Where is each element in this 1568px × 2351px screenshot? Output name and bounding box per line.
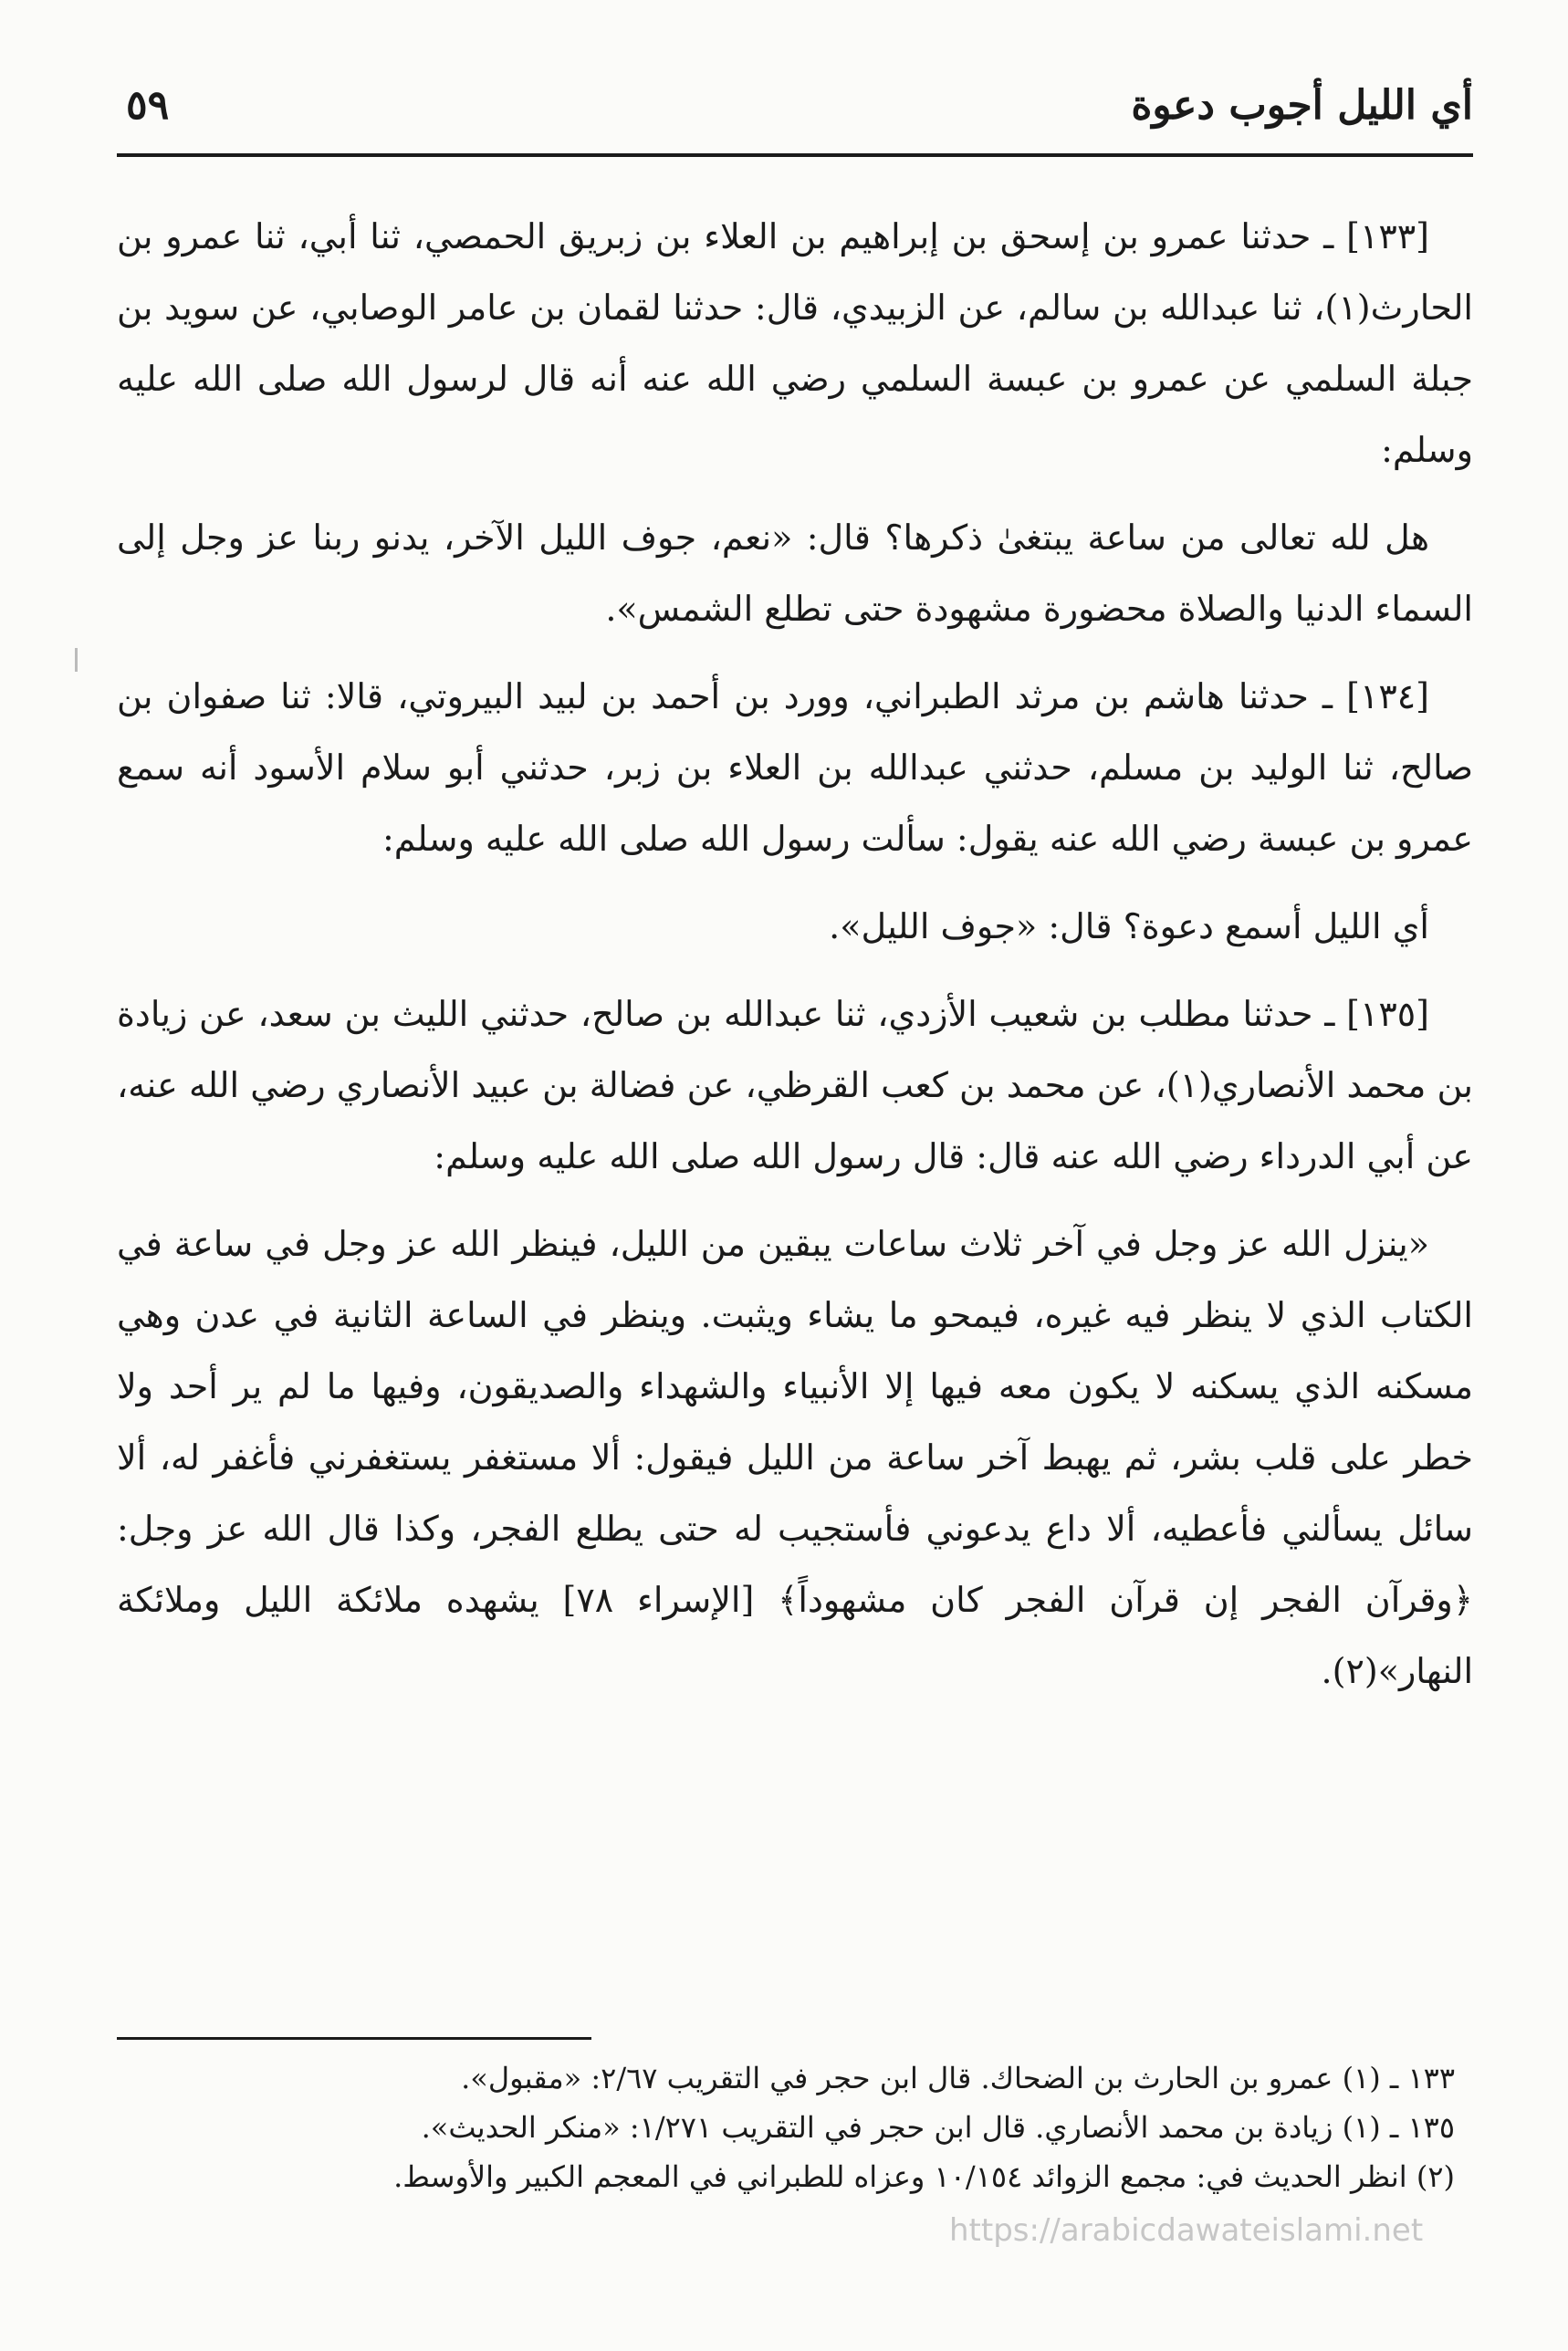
footnote-divider bbox=[117, 2037, 591, 2040]
hadith-134-isnad: [١٣٤] ـ حدثنا هاشم بن مرثد الطبراني، وورد بن أحمد بن لبيد البيروتي، قالا: ثنا صفوان بن صالح، ثنا الوليد بن مسلم، حدثني عبدالله بن العلاء بن زبر، حدثني أبو سلام الأسود أنه سمع عمرو بن عبسة رضي الله عنه يقول: سألت رسول الله صلى الله عليه وسلم: bbox=[117, 676, 1473, 859]
watermark-url: https://arabicdawateislami.net bbox=[949, 2212, 1424, 2249]
footnotes bbox=[117, 2053, 1455, 2201]
hadith-133-matn: هل لله تعالى من ساعة يبتغىٰ ذكرها؟ قال: «نعم، جوف الليل الآخر، يدنو ربنا عز وجل إلى السماء الدنيا والصلاة محضورة مشهودة حتى تطلع الشمس». bbox=[117, 517, 1473, 629]
book-page bbox=[117, 73, 1473, 2263]
main-text bbox=[117, 201, 1473, 1707]
page-number: ٥٩ bbox=[126, 82, 170, 129]
page-header bbox=[117, 73, 1473, 157]
hadith-135-isnad: [١٣٥] ـ حدثنا مطلب بن شعيب الأزدي، ثنا عبدالله بن صالح، حدثني الليث بن سعد، عن زيادة بن محمد الأنصاري(١)، عن محمد بن كعب القرظي، عن فضالة بن عبيد الأنصاري رضي الله عنه، عن أبي الدرداء رضي الله عنه قال: قال رسول الله صلى الله عليه وسلم: bbox=[117, 994, 1474, 1176]
hadith-133-isnad: [١٣٣] ـ حدثنا عمرو بن إسحق بن إبراهيم بن العلاء بن زبريق الحمصي، ثنا أبي، ثنا عمرو بن الحارث(١)، ثنا عبدالله بن سالم، عن الزبيدي، قال: حدثنا لقمان بن عامر الوصابي، عن سويد بن جبلة السلمي عن عمرو بن عبسة السلمي رضي الله عنه أنه قال لرسول الله صلى الله عليه وسلم: bbox=[117, 216, 1473, 470]
footnote-135-1: ١٣٥ ـ (١) زيادة بن محمد الأنصاري. قال ابن حجر في التقريب ١/٢٧١: «منكر الحديث». bbox=[421, 2110, 1455, 2145]
running-title: أي الليل أجوب دعوة bbox=[1131, 82, 1473, 129]
margin-mark bbox=[75, 648, 78, 672]
hadith-135-matn: «ينزل الله عز وجل في آخر ثلاث ساعات يبقين من الليل، فينظر الله عز وجل في ساعة في الكتاب الذي لا ينظر فيه غيره، فيمحو ما يشاء ويثبت. وينظر في الساعة الثانية في عدن وهي مسكنه الذي يسكنه لا يكون معه فيها إلا الأنبياء والشهداء والصديقون، وفيها ما لم ير أحد ولا خطر على قلب بشر، ثم يهبط آخر ساعة من الليل فيقول: ألا مستغفر يستغفرني فأغفر له، ألا سائل يسألني فأعطيه، ألا داع يدعوني فأستجيب له حتى يطلع الفجر، وكذا قال الله عز وجل: ﴿وقرآن الفجر إن قرآن الفجر كان مشهوداً﴾ [الإسراء ٧٨] يشهده ملائكة الليل وملائكة النهار»(٢). bbox=[117, 1224, 1474, 1691]
footnote-133-1: ١٣٣ ـ (١) عمرو بن الحارث بن الضحاك. قال ابن حجر في التقريب ٢/٦٧: «مقبول». bbox=[461, 2061, 1455, 2095]
hadith-134-matn: أي الليل أسمع دعوة؟ قال: «جوف الليل». bbox=[829, 906, 1429, 946]
footnote-135-2: (٢) انظر الحديث في: مجمع الزوائد ١٠/١٥٤ وعزاه للطبراني في المعجم الكبير والأوسط. bbox=[393, 2159, 1455, 2194]
